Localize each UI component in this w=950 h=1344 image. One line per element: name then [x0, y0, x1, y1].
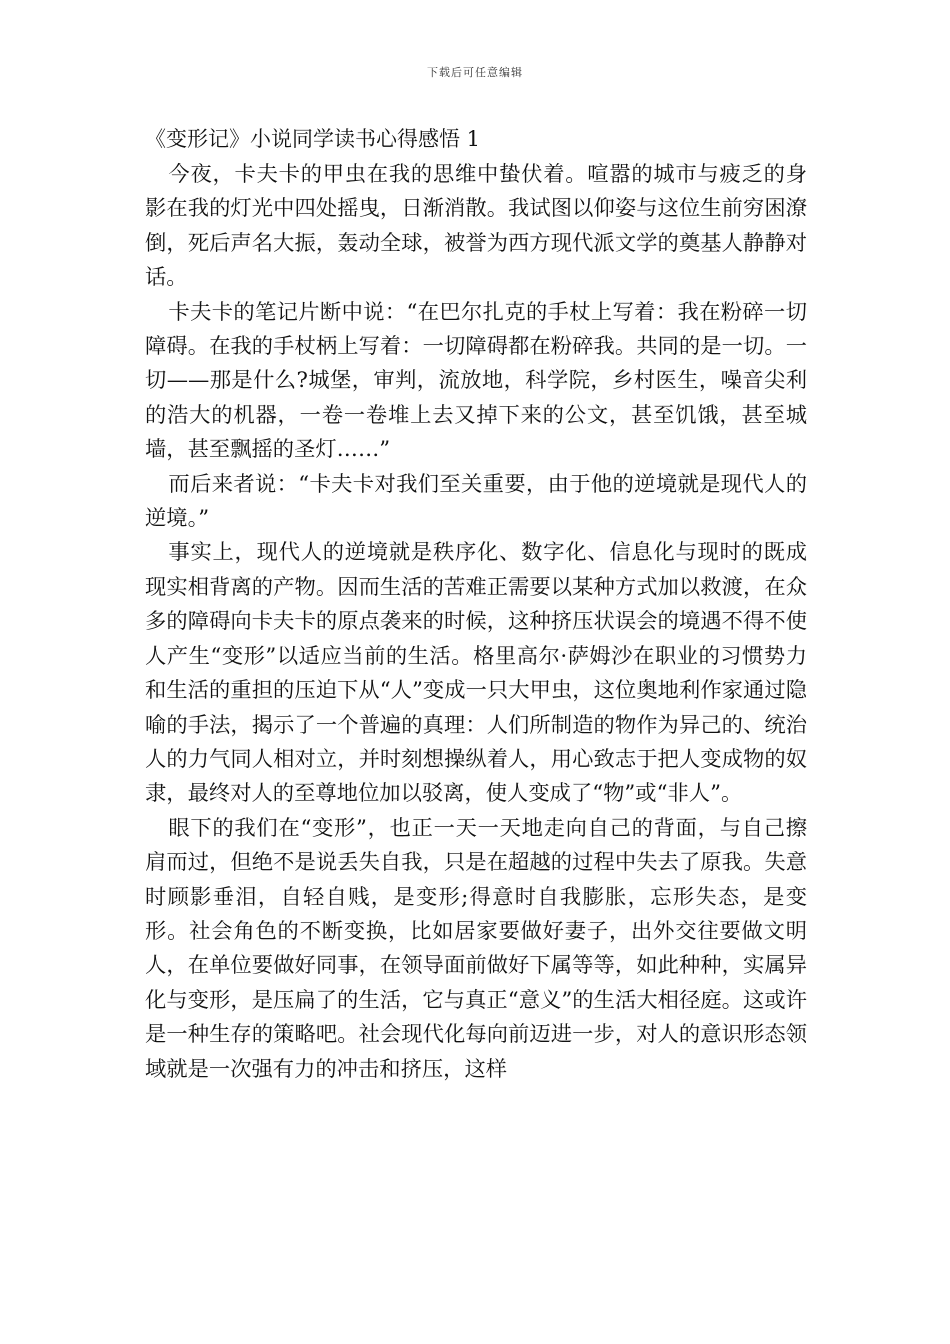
page-header: 下载后可任意编辑 — [427, 66, 523, 79]
paragraph: 卡夫卡的笔记片断中说：“在巴尔扎克的手杖上写着：我在粉碎一切障碍。在我的手杖柄上写着：一切障碍都在粉碎我。共同的是一切。一切——那是什么?城堡，审判，流放地，科学院，乡村医生，噪音尖利的浩大的机器，一卷一卷堆上去又掉下来的公文，甚至饥饿，甚至城墙，甚至飘摇的圣灯……” — [145, 299, 807, 463]
paragraph: 而后来者说：“卡夫卡对我们至关重要，由于他的逆境就是现代人的逆境。” — [145, 471, 807, 532]
document-title: 《变形记》小说同学读书心得感悟 1 — [145, 127, 481, 151]
paragraph: 眼下的我们在“变形”，也正一天一天地走向自己的背面，与自己擦肩而过，但绝不是说丢失自我，只是在超越的过程中失去了原我。失意时顾影垂泪，自轻自贱，是变形;得意时自我膨胀，忘形失态，是变形。社会角色的不断变换，比如居家要做好妻子，出外交往要做文明人，在单位要做好同事，在领导面前做好下属等等，如此种种，实属异化与变形，是压扁了的生活，它与真正“意义”的生活大相径庭。这或许是一种生存的策略吧。社会现代化每向前迈进一步，对人的意识形态领域就是一次强有力的冲击和挤压，这样 — [145, 815, 807, 1082]
paragraph: 事实上，现代人的逆境就是秩序化、数字化、信息化与现时的既成现实相背离的产物。因而生活的苦难正需要以某种方式加以救渡，在众多的障碍向卡夫卡的原点袭来的时候，这种挤压状误会的境遇不得不使人产生“变形”以适应当前的生活。格里高尔·萨姆沙在职业的习惯势力和生活的重担的压迫下从“人”变成一只大甲虫，这位奥地利作家通过隐喻的手法，揭示了一个普遍的真理：人们所制造的物作为异己的、统治人的力气同人相对立，并时刻想操纵着人，用心致志于把人变成物的奴隶，最终对人的至尊地位加以驳离，使人变成了“物”或“非人”。 — [145, 540, 807, 807]
document-body — [145, 158, 807, 1087]
paragraph: 今夜，卡夫卡的甲虫在我的思维中蛰伏着。喧嚣的城市与疲乏的身影在我的灯光中四处摇曳，日渐消散。我试图以仰姿与这位生前穷困潦倒，死后声名大振，轰动全球，被誉为西方现代派文学的奠基人静静对话。 — [145, 162, 807, 291]
